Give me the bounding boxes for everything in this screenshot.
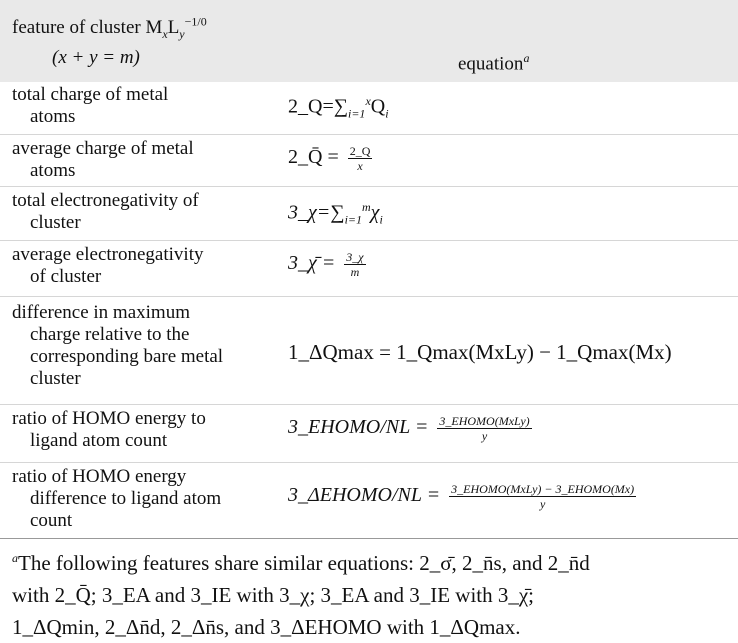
feature-cell: total charge of metal atoms xyxy=(12,84,169,127)
equation-cell: 3_χ̄ = $\frac{3\_\chi}{m}$ xyxy=(288,250,364,279)
row-divider xyxy=(0,240,738,241)
equation-cell: $2\_Q=\sum_{i=1}^xQ_i$ xyxy=(288,94,389,121)
equation-cell: 2_Q̄ = $\frac{2\_Q}{x}$ xyxy=(288,144,371,173)
footnote-line2: with 2_Q̄; 3_EA and 3_IE with 3_χ; 3_EA and 3_IE with 3_χ̄; xyxy=(12,583,535,607)
header-feature-line1: feature of cluster $M_xL_y^{-1/0}$ xyxy=(12,15,207,42)
table-footnote xyxy=(12,542,728,643)
fraction: $\frac{\text{3\_EHOMO(MxLy)}}{y}$ xyxy=(439,414,530,443)
feature-cell: total electronegativity of cluster xyxy=(12,190,199,233)
feature-cell: difference in maximum charge relative to the corresponding bare metal cluster xyxy=(12,302,224,389)
row-divider xyxy=(0,296,738,297)
footnote-line3: 1_ΔQmin, 2_Δn̄d, 2_Δn̄s, and 3_ΔEHOMO with 1_ΔQmax. xyxy=(12,615,521,639)
table-bottom-rule xyxy=(0,538,738,539)
header-feature-line2: (x + y = m) xyxy=(52,47,140,69)
feature-cell: average charge of metal atoms xyxy=(12,138,194,181)
fraction: $\frac{\text{3\_EHOMO(MxLy) − 3\_EHOMO(Mx)}}{y}$ xyxy=(451,482,635,511)
equation-cell: $3\_\chi=\sum_{i=1}^m\chi_i$ xyxy=(288,200,383,227)
row-divider xyxy=(0,462,738,463)
row-divider xyxy=(0,186,738,187)
fraction: $\frac{3\_\chi}{m}$ xyxy=(346,250,364,279)
feature-cell: ratio of HOMO energy to ligand atom count xyxy=(12,408,206,451)
equation-cell: 1_ΔQmax = 1_Qmax(MxLy) − 1_Qmax(Mx) xyxy=(288,340,672,364)
feature-cell: ratio of HOMO energy difference to ligand atom count xyxy=(12,466,222,531)
footnote-line1: $^a$The following features share similar equations: 2_σ̄, 2_n̄s, and 2_n̄d xyxy=(12,551,590,575)
equation-cell: 3_ΔEHOMO/NL = $\frac{\text{3\_EHOMO(MxLy) − 3\_EHOMO(Mx)}}{y}$ xyxy=(288,482,635,511)
header-feature xyxy=(12,10,282,70)
fraction: $\frac{2\_Q}{x}$ xyxy=(349,144,371,173)
equation-cell: 3_EHOMO/NL = $\frac{\text{3\_EHOMO(MxLy)}}{y}$ xyxy=(288,414,530,443)
table-header xyxy=(0,0,738,82)
row-divider xyxy=(0,134,738,135)
row-divider xyxy=(0,404,738,405)
feature-cell: average electronegativity of cluster xyxy=(12,244,204,287)
header-equation: equation$^a$ xyxy=(458,51,530,75)
